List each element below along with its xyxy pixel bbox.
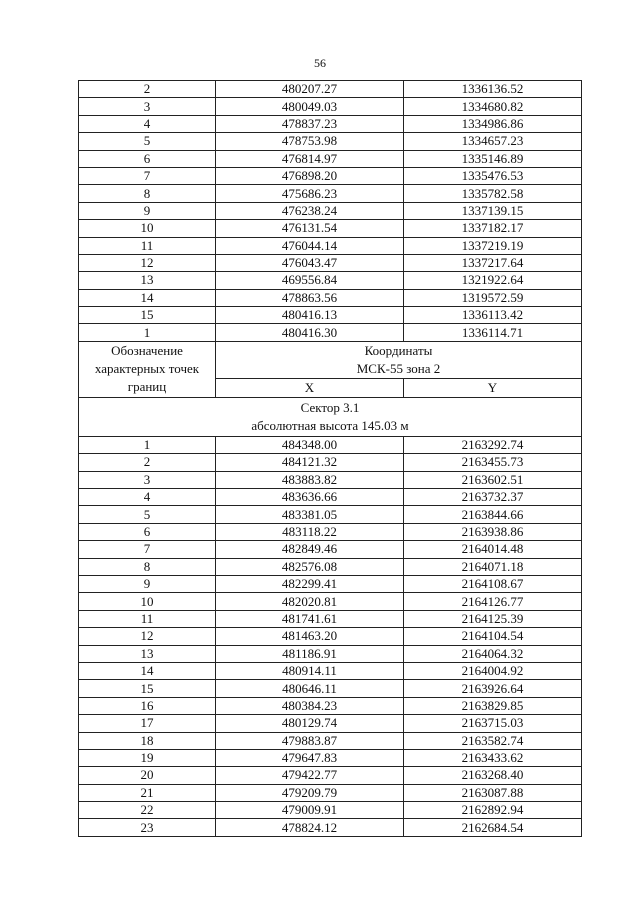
x-coordinate: 479209.79 <box>216 784 404 801</box>
x-coordinate: 478824.12 <box>216 819 404 836</box>
y-coordinate: 2164071.18 <box>404 558 582 575</box>
x-coordinate: 478753.98 <box>216 133 404 150</box>
y-coordinate: 1335782.58 <box>404 185 582 202</box>
table-row <box>79 167 582 184</box>
table-header <box>79 341 582 397</box>
y-coordinate: 1321922.64 <box>404 272 582 289</box>
point-number: 9 <box>79 202 216 219</box>
table-row <box>79 254 582 271</box>
y-coordinate: 2164108.67 <box>404 575 582 592</box>
x-coordinate: 480914.11 <box>216 662 404 679</box>
table-row <box>79 454 582 471</box>
x-coordinate: 480646.11 <box>216 680 404 697</box>
bottom-rows <box>79 436 582 836</box>
x-coordinate: 480129.74 <box>216 715 404 732</box>
x-coordinate: 480384.23 <box>216 697 404 714</box>
table-row <box>79 541 582 558</box>
point-number: 9 <box>79 575 216 592</box>
x-coordinate: 482020.81 <box>216 593 404 610</box>
y-coordinate: 1319572.59 <box>404 289 582 306</box>
x-coordinate: 476131.54 <box>216 220 404 237</box>
y-coordinate: 2163829.85 <box>404 697 582 714</box>
sector-title: Сектор 3.1 абсолютная высота 145.03 м <box>79 397 582 436</box>
x-coordinate: 483381.05 <box>216 506 404 523</box>
y-coordinate: 2164014.48 <box>404 541 582 558</box>
table-row <box>79 715 582 732</box>
y-coordinate: 2163715.03 <box>404 715 582 732</box>
point-number: 6 <box>79 523 216 540</box>
table-row <box>79 185 582 202</box>
x-coordinate: 476814.97 <box>216 150 404 167</box>
point-number: 17 <box>79 715 216 732</box>
table-row <box>79 802 582 819</box>
x-coordinate: 484121.32 <box>216 454 404 471</box>
x-coordinate: 482849.46 <box>216 541 404 558</box>
point-number: 18 <box>79 732 216 749</box>
y-coordinate: 2163455.73 <box>404 454 582 471</box>
table-row <box>79 237 582 254</box>
y-header: Y <box>404 378 582 397</box>
point-number: 23 <box>79 819 216 836</box>
y-coordinate: 2163582.74 <box>404 732 582 749</box>
x-coordinate: 484348.00 <box>216 436 404 453</box>
table-row <box>79 784 582 801</box>
y-coordinate: 1337182.17 <box>404 220 582 237</box>
point-number: 12 <box>79 254 216 271</box>
y-coordinate: 1335476.53 <box>404 167 582 184</box>
point-number: 12 <box>79 628 216 645</box>
y-coordinate: 2162684.54 <box>404 819 582 836</box>
table-row <box>79 610 582 627</box>
x-coordinate: 480416.13 <box>216 307 404 324</box>
table-row <box>79 289 582 306</box>
sector-section <box>79 397 582 436</box>
y-coordinate: 1334986.86 <box>404 115 582 132</box>
x-coordinate: 469556.84 <box>216 272 404 289</box>
point-number: 14 <box>79 662 216 679</box>
point-number: 10 <box>79 220 216 237</box>
table-row <box>79 307 582 324</box>
x-coordinate: 476043.47 <box>216 254 404 271</box>
point-number: 8 <box>79 558 216 575</box>
x-coordinate: 481463.20 <box>216 628 404 645</box>
point-number: 14 <box>79 289 216 306</box>
table-row <box>79 645 582 662</box>
point-number: 4 <box>79 115 216 132</box>
y-coordinate: 1337139.15 <box>404 202 582 219</box>
point-number: 4 <box>79 489 216 506</box>
y-coordinate: 2164126.77 <box>404 593 582 610</box>
y-coordinate: 2163292.74 <box>404 436 582 453</box>
point-number: 3 <box>79 98 216 115</box>
table-row <box>79 819 582 836</box>
x-coordinate: 478863.56 <box>216 289 404 306</box>
x-coordinate: 480207.27 <box>216 81 404 98</box>
point-number: 2 <box>79 81 216 98</box>
x-coordinate: 482576.08 <box>216 558 404 575</box>
point-number: 1 <box>79 436 216 453</box>
point-number: 1 <box>79 324 216 341</box>
point-number: 6 <box>79 150 216 167</box>
point-number: 16 <box>79 697 216 714</box>
y-coordinate: 1336136.52 <box>404 81 582 98</box>
y-coordinate: 1335146.89 <box>404 150 582 167</box>
coordinates-header: Координаты МСК-55 зона 2 <box>216 341 582 378</box>
x-coordinate: 483118.22 <box>216 523 404 540</box>
point-number: 10 <box>79 593 216 610</box>
point-number: 11 <box>79 237 216 254</box>
table-row <box>79 523 582 540</box>
table-row <box>79 680 582 697</box>
y-coordinate: 2163602.51 <box>404 471 582 488</box>
x-coordinate: 479883.87 <box>216 732 404 749</box>
table-row <box>79 133 582 150</box>
point-number: 5 <box>79 506 216 523</box>
table-row <box>79 558 582 575</box>
table-row <box>79 506 582 523</box>
x-coordinate: 479422.77 <box>216 767 404 784</box>
point-number: 21 <box>79 784 216 801</box>
y-coordinate: 2162892.94 <box>404 802 582 819</box>
table-row <box>79 436 582 453</box>
table-row <box>79 489 582 506</box>
table-row <box>79 628 582 645</box>
y-coordinate: 1336114.71 <box>404 324 582 341</box>
y-coordinate: 2164064.32 <box>404 645 582 662</box>
y-coordinate: 2163938.86 <box>404 523 582 540</box>
table-row <box>79 593 582 610</box>
x-coordinate: 476044.14 <box>216 237 404 254</box>
page-number: 56 <box>314 56 326 70</box>
x-coordinate: 475686.23 <box>216 185 404 202</box>
table-row <box>79 98 582 115</box>
y-coordinate: 2163926.64 <box>404 680 582 697</box>
sector-row <box>79 397 582 436</box>
x-coordinate: 476238.24 <box>216 202 404 219</box>
table-row <box>79 662 582 679</box>
y-coordinate: 1337219.19 <box>404 237 582 254</box>
x-header: X <box>216 378 404 397</box>
point-number: 13 <box>79 645 216 662</box>
table-row <box>79 220 582 237</box>
table-row <box>79 575 582 592</box>
table-row <box>79 471 582 488</box>
y-coordinate: 2164104.54 <box>404 628 582 645</box>
point-number: 5 <box>79 133 216 150</box>
point-number: 2 <box>79 454 216 471</box>
x-coordinate: 482299.41 <box>216 575 404 592</box>
y-coordinate: 1334680.82 <box>404 98 582 115</box>
point-number: 7 <box>79 541 216 558</box>
x-coordinate: 483883.82 <box>216 471 404 488</box>
y-coordinate: 2164125.39 <box>404 610 582 627</box>
table-row <box>79 749 582 766</box>
x-coordinate: 479647.83 <box>216 749 404 766</box>
x-coordinate: 480416.30 <box>216 324 404 341</box>
y-coordinate: 1337217.64 <box>404 254 582 271</box>
y-coordinate: 2163087.88 <box>404 784 582 801</box>
y-coordinate: 1334657.23 <box>404 133 582 150</box>
y-coordinate: 2163844.66 <box>404 506 582 523</box>
y-coordinate: 2163433.62 <box>404 749 582 766</box>
table-row <box>79 81 582 98</box>
table-row <box>79 115 582 132</box>
table-row <box>79 150 582 167</box>
table-row <box>79 732 582 749</box>
point-number: 7 <box>79 167 216 184</box>
point-number: 8 <box>79 185 216 202</box>
top-rows <box>79 81 582 342</box>
point-number: 3 <box>79 471 216 488</box>
table-row <box>79 202 582 219</box>
header-row <box>79 341 582 378</box>
x-coordinate: 478837.23 <box>216 115 404 132</box>
x-coordinate: 476898.20 <box>216 167 404 184</box>
x-coordinate: 481741.61 <box>216 610 404 627</box>
point-number: 13 <box>79 272 216 289</box>
table-row <box>79 697 582 714</box>
x-coordinate: 479009.91 <box>216 802 404 819</box>
point-number: 22 <box>79 802 216 819</box>
point-number: 19 <box>79 749 216 766</box>
x-coordinate: 481186.91 <box>216 645 404 662</box>
coordinates-table <box>78 80 582 837</box>
point-number: 11 <box>79 610 216 627</box>
table-row <box>79 272 582 289</box>
x-coordinate: 480049.03 <box>216 98 404 115</box>
point-number: 15 <box>79 307 216 324</box>
table-row <box>79 324 582 341</box>
point-designation-header: Обозначение характерных точек границ <box>79 341 216 397</box>
x-coordinate: 483636.66 <box>216 489 404 506</box>
table-row <box>79 767 582 784</box>
point-number: 15 <box>79 680 216 697</box>
y-coordinate: 2164004.92 <box>404 662 582 679</box>
point-number: 20 <box>79 767 216 784</box>
y-coordinate: 2163268.40 <box>404 767 582 784</box>
y-coordinate: 1336113.42 <box>404 307 582 324</box>
y-coordinate: 2163732.37 <box>404 489 582 506</box>
